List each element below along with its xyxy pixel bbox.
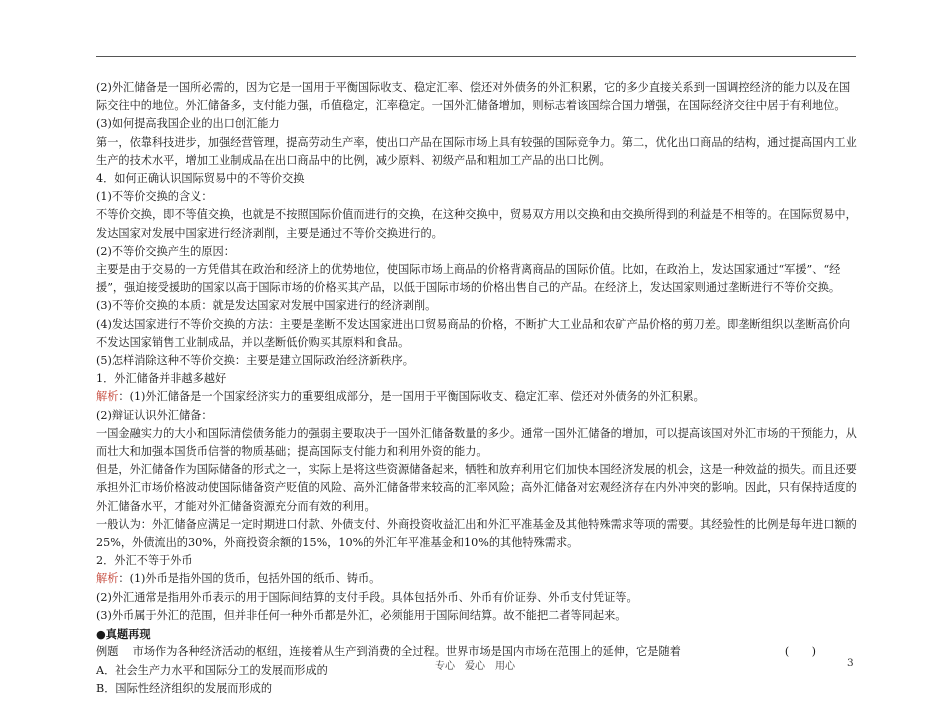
analysis-text: ：(1)外币是指外国的货币，包括外国的纸币、铸币。 [118, 572, 381, 586]
paragraph: (2)外汇储备是一国所必需的，因为它是一国用于平衡国际收支、稳定汇率、偿还对外债务的外汇积累，它的多少直接关系到一国调控经济的能力以及在国际交往中的地位。外汇储备多，支付能力强，币值稳定，汇率稳定。一国外汇储备增加，则标志着该国综合国力增强，在国际经济交往中居于有利地位。 [96, 81, 851, 113]
subheading: (2)不等价交换产生的原因： [96, 244, 235, 258]
analysis-paragraph [96, 388, 858, 406]
analysis-label: 解析 [96, 572, 119, 586]
analysis-text: ：(1)外汇储备是一个国家经济实力的重要组成部分，是一国用于平衡国际收支、稳定汇率、偿还对外债务的外汇积累。 [118, 390, 705, 404]
subheading: (2)辩证认识外汇储备： [96, 408, 213, 422]
page-footer [0, 657, 950, 672]
heading: 1．外汇储备并非越多越好 [96, 372, 227, 386]
analysis-label: 解析 [96, 390, 119, 404]
paragraph: 不等价交换，即不等值交换，也就是不按照国际价值而进行的交换，在这种交换中，贸易双方用以交换和由交换所得到的利益是不相等的。在国际贸易中，发达国家对发展中国家进行经济剥削，主要是通过不等价交换进行的。 [96, 208, 857, 240]
heading: 2．外汇不等于外币 [96, 554, 193, 568]
answer-blank: ( ) [784, 645, 816, 659]
paragraph: 一国金融实力的大小和国际清偿债务能力的强弱主要取决于一国外汇储备数量的多少。通常一国外汇储备的增加，可以提高该国对外汇市场的干预能力，从而壮大和加强本国货币信誉的物质基础；提高国际支付能力和利用外资的能力。 [96, 426, 857, 459]
footer-motto: 爱心 [465, 661, 485, 672]
question-text: 市场作为各种经济活动的枢纽，连接着从生产到消费的全过程。世界市场是国内市场在范围上的延伸，它是随着 [132, 645, 681, 659]
paragraph: (2)外汇通常是指用外币表示的用于国际间结算的支付手段。具体包括外币、外币有价证券、外币支付凭证等。 [96, 590, 638, 604]
paragraph: 但是，外汇储备作为国际储备的形式之一，实际上是将这些资源储备起来，牺牲和放弃利用它们加快本国经济发展的机会，这是一种效益的损失。而且还要承担外汇市场价格波动使国际储备资产贬值的风险、高外汇储备带来较高的汇率风险；高外汇储备对宏观经济存在内外冲突的影响。因此，只有保持适度的外汇储备水平，才能对外汇储备资源充分而有效的利用。 [96, 463, 857, 513]
paragraph: 主要是由于交易的一方凭借其在政治和经济上的优势地位，使国际市场上商品的价格背离商品的国际价值。比如，在政治上，发达国家通过“军援”、“经援”，强迫接受援助的国家以高于国际市场的价格买其产品，以低于国际市场的价格出售自己的产品。在经济上，发达国家则通过垄断进行不等价交换。 [96, 263, 841, 295]
paragraph: (3)外币属于外汇的范围，但并非任何一种外币都是外汇，必须能用于国际间结算。故不能把二者等同起来。 [96, 608, 627, 622]
heading: 4．如何正确认识国际贸易中的不等价交换 [96, 172, 305, 186]
header-rule [96, 56, 856, 57]
section-title: ●真题再现 [96, 627, 151, 642]
paragraph: (3)不等价交换的本质：就是发达国家对发展中国家进行的经济剥削。 [96, 299, 437, 313]
subheading: (3)如何提高我国企业的出口创汇能力 [96, 117, 280, 131]
option-b: B．国际性经济组织的发展而形成的 [96, 681, 273, 695]
paragraph: (4)发达国家进行不等价交换的方法：主要是垄断不发达国家进出口贸易商品的价格，不断扩大工业品和农矿产品价格的剪刀差。即垄断组织以垄断高价向不发达国家销售工业制成品，并以垄断低价购买其原料和食品。 [96, 317, 851, 349]
paragraph: (5)怎样消除这种不等价交换：主要是建立国际政治经济新秩序。 [96, 354, 414, 368]
paragraph: 一般认为：外汇储备应满足一定时期进口付款、外债支付、外商投资收益汇出和外汇平准基金及其他特殊需求等项的需要。其经验性的比例是每年进口额的25%，外债流出的30%，外商投资余额的15%，10%的外汇年平准基金和10%的其他特殊需求。 [96, 517, 857, 550]
footer-motto: 专心 [435, 661, 455, 672]
paragraph: 第一，依靠科技进步，加强经营管理，提高劳动生产率，使出口产品在国际市场上具有较强的国际竞争力。第二，优化出口商品的结构，通过提高国内工业生产的技术水平，增加工业制成品在出口商品中的比例，减少原料、初级产品和粗加工产品的出口比例。 [96, 135, 857, 167]
page-number: 3 [847, 657, 854, 669]
footer-motto: 用心 [495, 661, 515, 672]
subheading: (1)不等价交换的含义： [96, 190, 213, 204]
analysis-paragraph [96, 570, 858, 588]
question-label: 例题 [96, 645, 119, 659]
option-a: A．社会生产力水平和国际分工的发展而形成的 [96, 663, 328, 677]
document-body [96, 79, 858, 698]
